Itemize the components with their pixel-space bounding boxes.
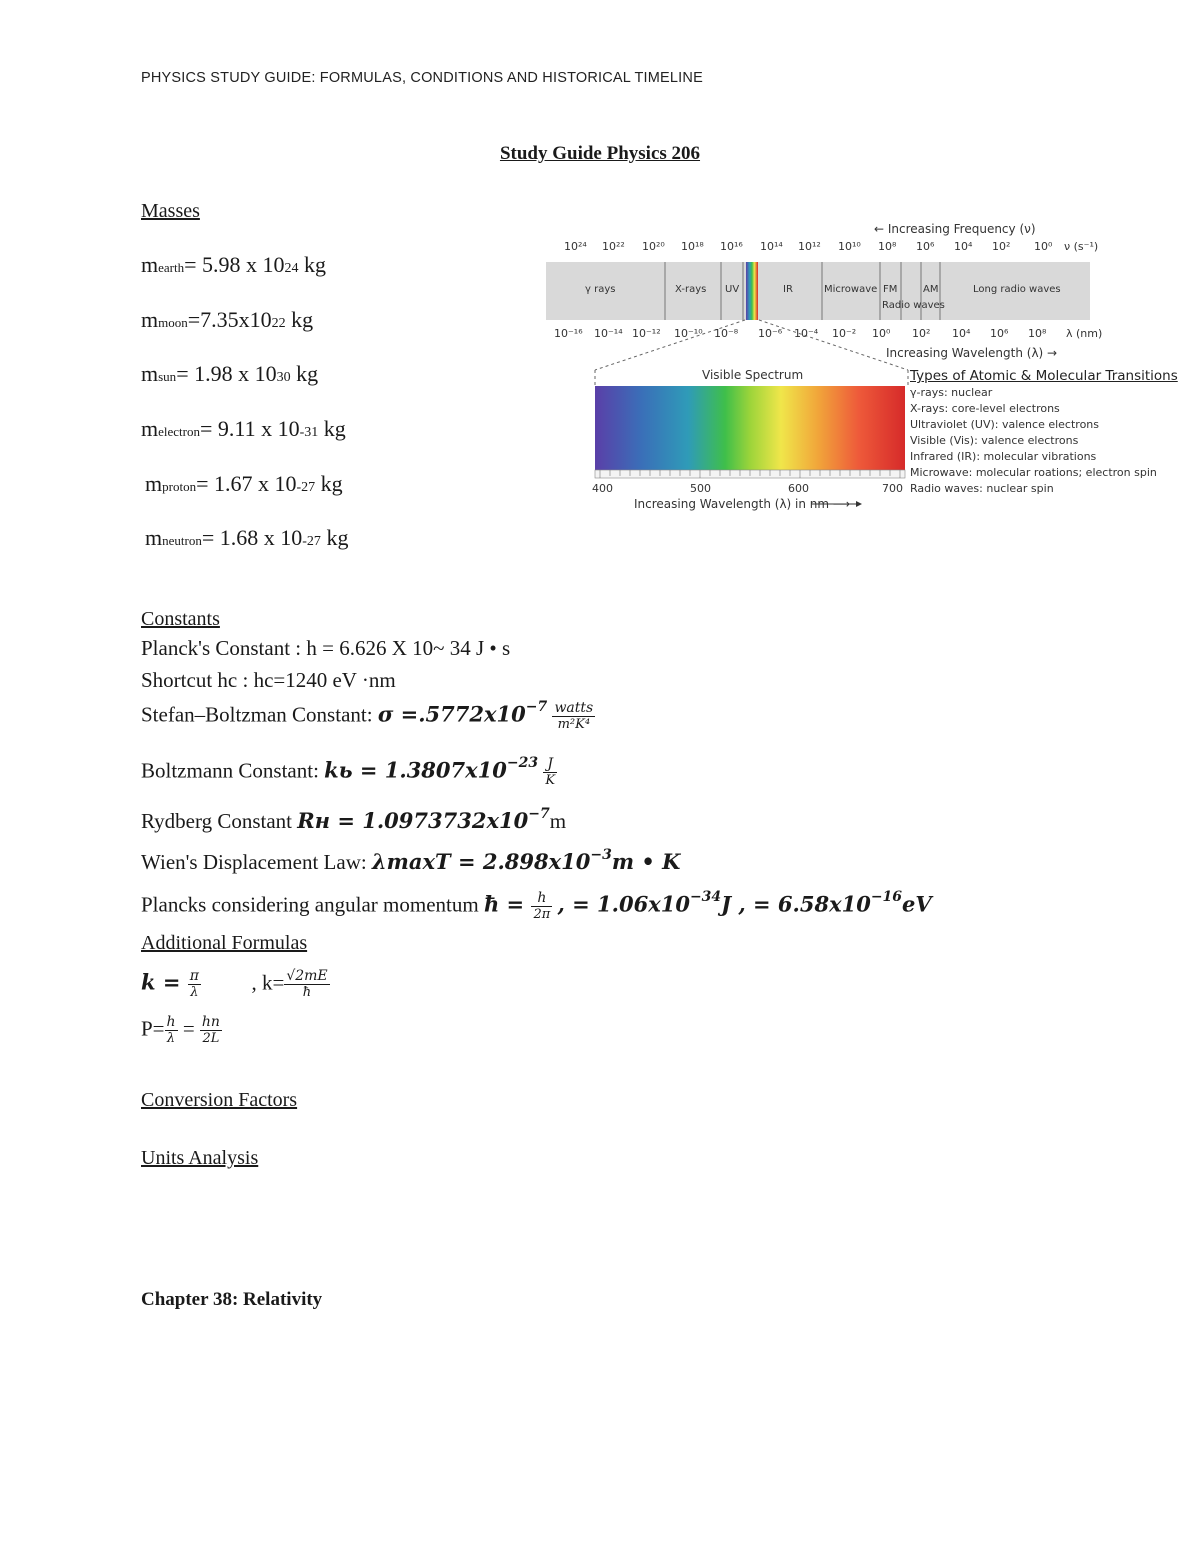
mass-proton: mproton= 1.67 x 10-27 kg <box>145 471 343 496</box>
page-header: PHYSICS STUDY GUIDE: FORMULAS, CONDITIONS AND HISTORICAL TIMELINE <box>141 70 703 86</box>
wave-tick: 10⁻² <box>832 327 857 340</box>
wave-tick: 10⁴ <box>952 327 971 340</box>
band-label: γ rays <box>585 284 616 295</box>
band-label: FM <box>883 284 898 295</box>
wave-tick: λ (nm) <box>1066 327 1103 340</box>
freq-tick: ν (s⁻¹) <box>1064 240 1099 253</box>
freq-tick: 10⁴ <box>954 240 973 253</box>
freq-tick: 10¹⁶ <box>720 240 743 253</box>
band-label: Radio waves <box>882 300 945 311</box>
transition-item: X-rays: core-level electrons <box>910 402 1060 415</box>
transition-item: Infrared (IR): molecular vibrations <box>910 450 1097 463</box>
mass-neutron: mneutron= 1.68 x 10-27 kg <box>145 525 349 550</box>
wave-number-formula: k = $\frac{\pi}{\lambda}$ , k= $\frac{√2mE}{ħ}$ <box>141 968 328 1000</box>
visible-band-marker <box>746 262 758 320</box>
freq-tick: 10²⁴ <box>564 240 587 253</box>
rydberg-constant: Rydberg Constant Rн = $1.0973732x10^{-7}m$ <box>141 806 567 833</box>
hc-shortcut: Shortcut hc : hc=1240 eV ·nm <box>141 668 396 692</box>
reduced-planck-constant: Plancks considering angular momentum ħ = $\frac{h}{2\pi}$ , = $1.06x10^{-34}J$ , = $6.58x10^{-16}eV$ <box>141 889 932 922</box>
wave-tick: 10⁻¹² <box>632 327 661 340</box>
visible-spectrum-label: Visible Spectrum <box>702 368 804 382</box>
visible-tick: 500 <box>690 482 711 495</box>
freq-tick: 10¹² <box>798 240 821 253</box>
transition-item: Visible (Vis): valence electrons <box>910 434 1079 447</box>
freq-tick: 10¹⁰ <box>838 240 861 253</box>
boltzmann-constant: Boltzmann Constant: kь = $1.3807x10^{-23}$ $\frac{J}{K}$ <box>141 755 556 788</box>
visible-tick: 400 <box>592 482 613 495</box>
stefan-boltzmann-constant: Stefan–Boltzman Constant: $\sigma =.5772x10^{-7}$ $\frac{\text{watts}}{\text{m²K⁴}}$ <box>141 699 594 732</box>
band-label: X-rays <box>675 284 707 295</box>
freq-tick: 10⁸ <box>878 240 897 253</box>
units-analysis-heading: Units Analysis <box>141 1147 259 1169</box>
freq-tick: 10²² <box>602 240 625 253</box>
freq-tick: 10⁶ <box>916 240 935 253</box>
mass-sun: msun= 1.98 x 1030 kg <box>141 361 319 386</box>
wave-tick: 10⁻⁸ <box>714 327 739 340</box>
wave-tick: 10⁻⁶ <box>758 327 783 340</box>
transitions-title: Types of Atomic & Molecular Transitions <box>910 368 1178 384</box>
wien-displacement-law: Wien's Displacement Law: $\lambda\max T = 2.898x10^{-3}m$ • K <box>141 847 681 874</box>
freq-tick: 10¹⁴ <box>760 240 783 253</box>
transition-item: Ultraviolet (UV): valence electrons <box>910 418 1099 431</box>
freq-tick: 10⁰ <box>1034 240 1053 253</box>
freq-tick: 10¹⁸ <box>681 240 704 253</box>
band-label: AM <box>923 284 939 295</box>
planck-constant: Planck's Constant : h = 6.626 X 10~ 34 J • s <box>141 636 511 660</box>
band-label: Microwave <box>824 284 878 295</box>
mass-electron: melectron= 9.11 x 10-31 kg <box>141 416 346 441</box>
band-label: UV <box>725 284 740 295</box>
visible-tick: 700 <box>882 482 903 495</box>
wave-tick: 10⁸ <box>1028 327 1047 340</box>
visible-axis-label: Increasing Wavelength (λ) in nm ⟶ <box>634 497 851 511</box>
masses-heading: Masses <box>141 200 200 222</box>
band-label: Long radio waves <box>973 284 1061 295</box>
wave-tick: 10⁰ <box>872 327 891 340</box>
wave-tick: 10⁻⁴ <box>794 327 819 340</box>
momentum-formula: P= $\frac{h}{\lambda}$ = $\frac{hn}{2L}$ <box>141 1014 220 1046</box>
freq-tick: 10² <box>992 240 1011 253</box>
wave-tick: 10² <box>912 327 931 340</box>
band-label: IR <box>783 284 793 295</box>
chapter-heading: Chapter 38: Relativity <box>141 1289 323 1310</box>
document-title: Study Guide Physics 206 <box>499 143 701 164</box>
constants-heading: Constants <box>141 608 220 630</box>
transition-item: γ-rays: nuclear <box>910 386 993 399</box>
visible-tick: 600 <box>788 482 809 495</box>
transition-item: Radio waves: nuclear spin <box>910 482 1054 495</box>
em-spectrum-figure <box>540 218 1180 518</box>
frequency-axis-label: ← Increasing Frequency (ν) <box>874 222 1036 236</box>
visible-spectrum-bar <box>595 386 905 470</box>
wave-tick: 10⁻¹⁴ <box>594 327 623 340</box>
wavelength-axis-label: Increasing Wavelength (λ) → <box>886 346 1058 360</box>
mass-moon: mmoon=7.35x1022 kg <box>141 307 314 332</box>
wave-tick: 10⁻¹⁰ <box>674 327 703 340</box>
freq-tick: 10²⁰ <box>642 240 665 253</box>
wave-tick: 10⁶ <box>990 327 1009 340</box>
conversion-factors-heading: Conversion Factors <box>141 1089 298 1111</box>
mass-earth: mearth= 5.98 x 1024 kg <box>141 252 327 277</box>
additional-formulas-heading: Additional Formulas <box>141 932 308 954</box>
transition-item: Microwave: molecular roations; electron spin <box>910 466 1157 479</box>
wave-tick: 10⁻¹⁶ <box>554 327 583 340</box>
